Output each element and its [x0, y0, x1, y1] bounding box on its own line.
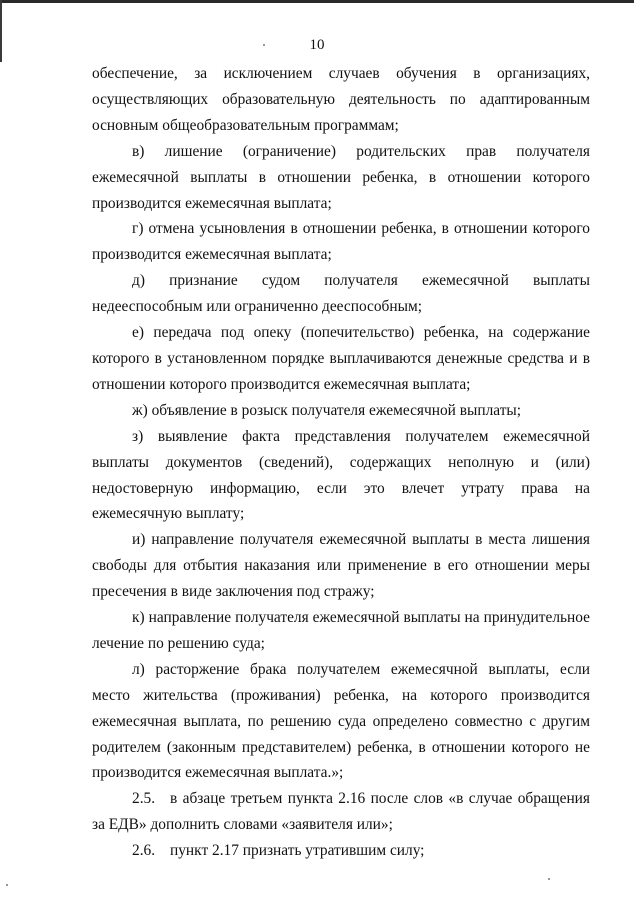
clause-number: 2.5.	[132, 790, 156, 808]
clause-number: 2.6.	[132, 842, 156, 860]
numbered-paragraph-2-5	[92, 786, 590, 838]
paragraph-item-z: з) выявление факта представления получателем ежемесячной выплаты документов (сведений), содержащих неполную и (или) недостоверную информацию, если это влечет утрату права на ежемесячную выплату;	[92, 427, 590, 523]
paragraph-item-e: е) передача под опеку (попечительство) ребенка, на содержание которого в установленном порядке выплачиваются денежные средства и в отношении которого производится ежемесячная выплата;	[92, 324, 590, 393]
paragraph-item-l: л) расторжение брака получателем ежемесячной выплаты, если место жительства (проживания) ребенка, на которого производится ежемесячная выплата, по решению суда определено совместно с другим родителем (законным представителем) ребенка, в отношении которого не производится ежемесячная выплата.»;	[92, 660, 590, 782]
document-body	[92, 61, 590, 864]
numbered-paragraph-2-6	[92, 838, 590, 864]
paragraph-continuation: обеспечение, за исключением случаев обучения в организациях, осуществляющих образовательную деятельность по адаптированным основным общеобразовательным программам;	[92, 65, 590, 134]
paragraph-item-i: и) направление получателя ежемесячной выплаты в места лишения свободы для отбытия наказания или применение в его отношении меры пресечения в виде заключения под стражу;	[92, 531, 590, 601]
paragraph-item-zh: ж) объявление в розыск получателя ежемесячной выплаты;	[132, 401, 522, 419]
clause-text: в абзаце третьем пункта 2.16 после слов «в случае обращения за ЕДВ» дополнить словами «заявителя или»;	[92, 790, 590, 834]
scan-edge-top	[0, 0, 634, 3]
paragraph-item-g: г) отмена усыновления в отношении ребенка, в отношении которого производится ежемесячная выплата;	[92, 220, 590, 264]
scan-speck	[548, 878, 550, 880]
paragraph-item-k: к) направление получателя ежемесячной выплаты на принудительное лечение по решению суда;	[92, 609, 590, 652]
scan-speck	[6, 884, 8, 886]
page-number: 10	[309, 37, 325, 53]
paragraph-item-d: д) признание судом получателя ежемесячной выплаты недееспособным или ограниченно дееспособным;	[92, 272, 590, 316]
paragraph-item-v: в) лишение (ограничение) родительских прав получателя ежемесячной выплаты в отношении ребенка, в отношении которого производится ежемесячная выплата;	[92, 142, 590, 212]
clause-text: пункт 2.17 признать утратившим силу;	[170, 842, 425, 860]
